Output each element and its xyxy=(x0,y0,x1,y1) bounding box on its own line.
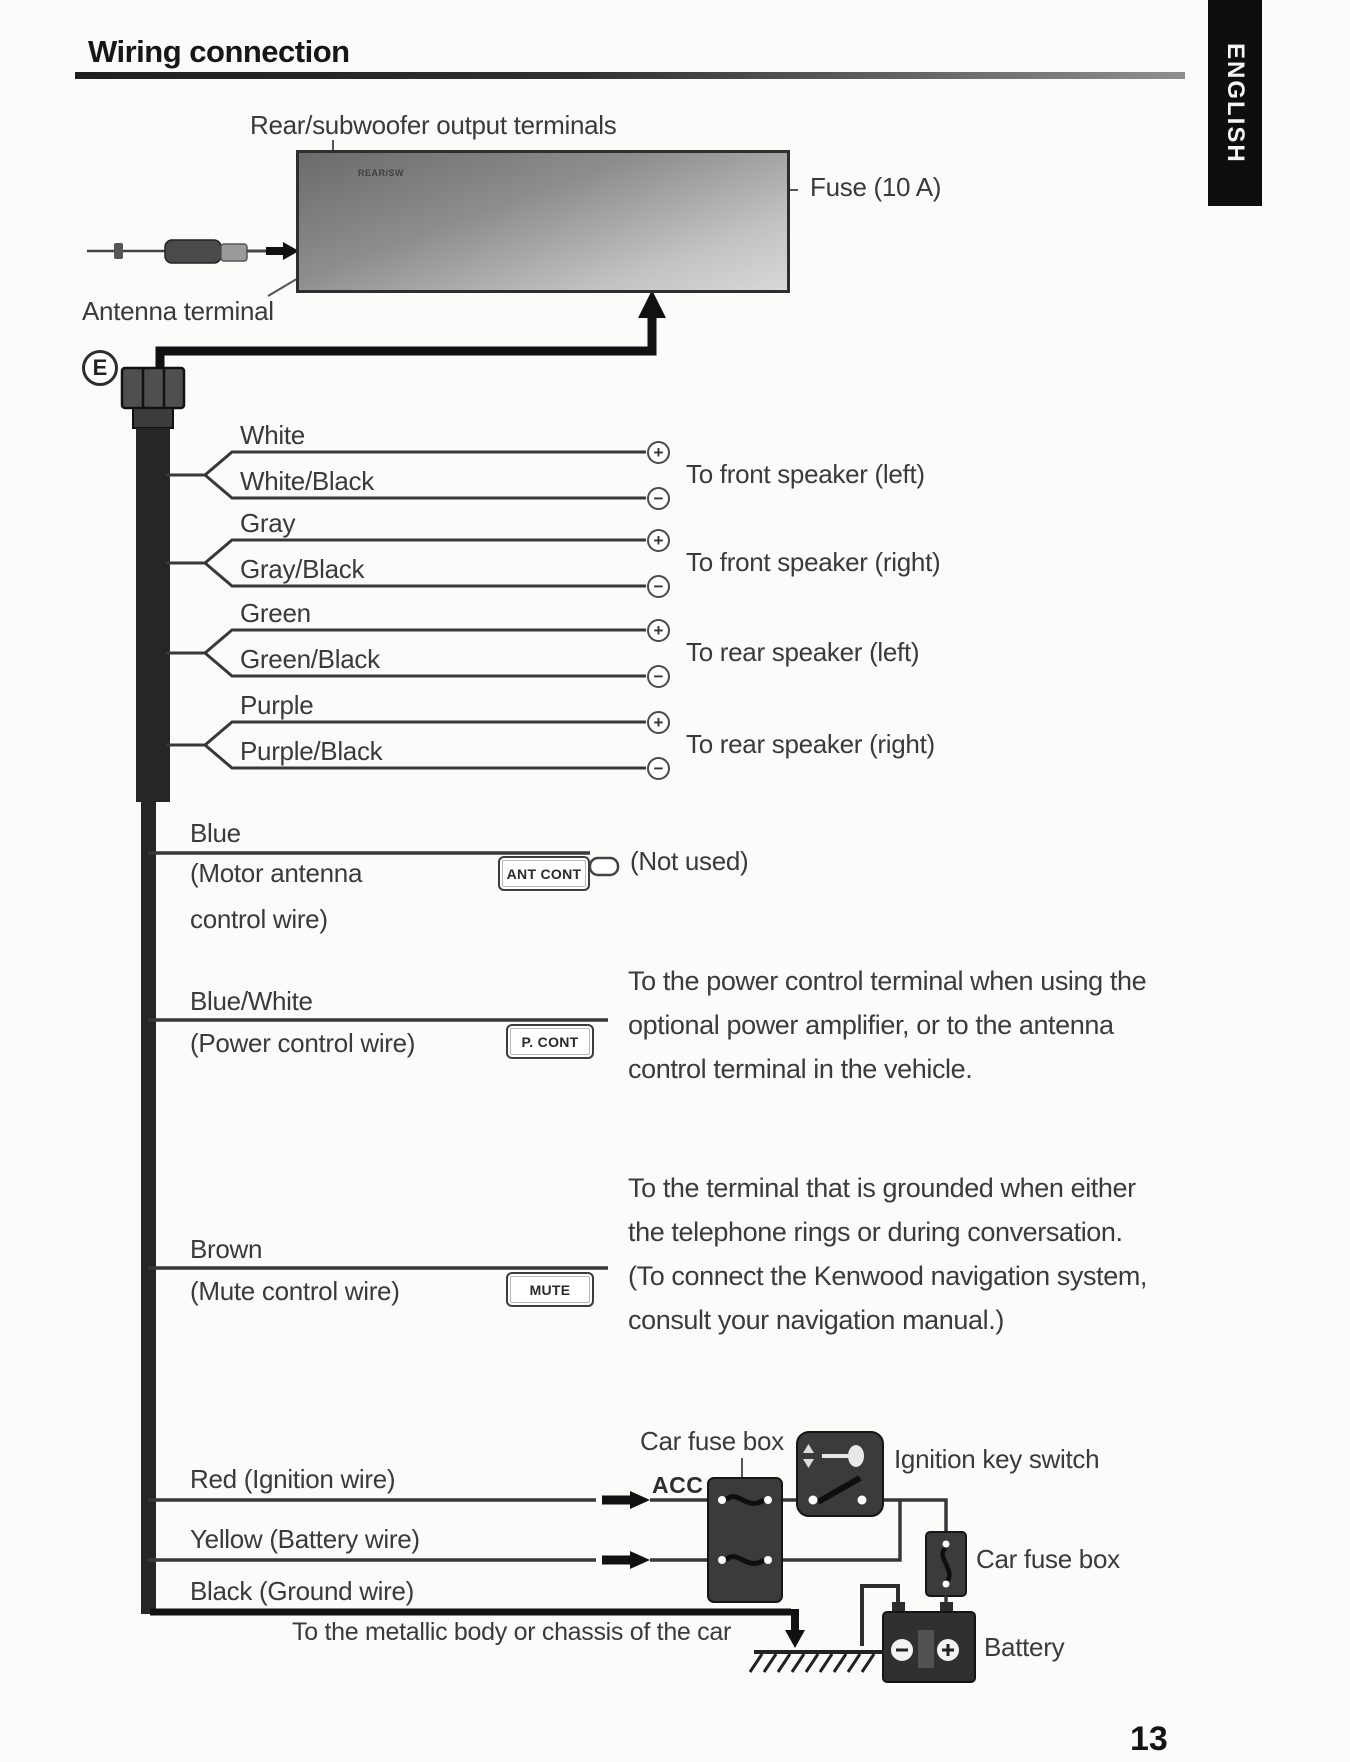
dest-rear-left: To rear speaker (left) xyxy=(686,637,920,667)
speaker-wires xyxy=(166,452,646,768)
ant-cont-tag: ANT CONT xyxy=(498,856,590,891)
wire-label-yellow: Yellow (Battery wire) xyxy=(190,1524,420,1554)
wire-label-brown: Brown xyxy=(190,1234,263,1264)
ignition-key-switch xyxy=(797,1432,883,1516)
p-cont-tag: P. CONT xyxy=(506,1024,594,1059)
plus-icon: + xyxy=(647,711,670,734)
wire-label-black: Black (Ground wire) xyxy=(190,1576,415,1606)
language-tab xyxy=(1208,0,1262,206)
minus-icon: − xyxy=(647,487,670,510)
yellow-wire-arrow-icon xyxy=(630,1551,650,1569)
minus-icon: − xyxy=(647,575,670,598)
blue-desc-line1: (Motor antenna xyxy=(190,858,363,888)
mute-note-line2: the telephone rings or during conversation. xyxy=(628,1217,1123,1247)
mute-tag: MUTE xyxy=(506,1272,594,1307)
ground-note: To the metallic body or chassis of the car xyxy=(292,1618,731,1646)
acc-label: ACC xyxy=(652,1472,704,1498)
trunk-arrow-icon xyxy=(638,290,666,318)
title-rule xyxy=(75,72,1185,79)
power-note-line1: To the power control terminal when using the xyxy=(628,966,1147,996)
power-note-line3: control terminal in the vehicle. xyxy=(628,1054,973,1084)
power-note-line2: optional power amplifier, or to the antenna xyxy=(628,1010,1114,1040)
wire-label-blue-white: Blue/White xyxy=(190,986,313,1016)
antenna-label: Antenna terminal xyxy=(82,296,274,326)
blue-desc-line2: control wire) xyxy=(190,904,328,934)
plus-icon: + xyxy=(647,619,670,642)
wire-label-blue: Blue xyxy=(190,818,241,848)
mute-note-line3: (To connect the Kenwood navigation system, xyxy=(628,1261,1148,1291)
connector-e-letter: E xyxy=(92,355,108,380)
language-tab-label: ENGLISH xyxy=(1222,42,1249,164)
antenna-plug xyxy=(87,240,299,263)
page-title: Wiring connection xyxy=(88,34,350,69)
wire-label-gray-black: Gray/Black xyxy=(240,554,365,584)
car-fuse-box-2 xyxy=(926,1532,966,1608)
wire-label-white-black: White/Black xyxy=(240,466,374,496)
page-number: 13 xyxy=(1130,1720,1168,1758)
fuse-label: Fuse (10 A) xyxy=(810,172,942,202)
wire-label-red: Red (Ignition wire) xyxy=(190,1464,396,1494)
rca-small-label: REAR/SW xyxy=(358,168,404,178)
dest-front-right: To front speaker (right) xyxy=(686,547,941,577)
ant-cont-plug-tip xyxy=(590,858,618,875)
power-wire-desc: (Power control wire) xyxy=(190,1028,416,1058)
mute-note-line4: consult your navigation manual.) xyxy=(628,1305,1004,1335)
wire-label-purple: Purple xyxy=(240,690,314,720)
battery-label: Battery xyxy=(984,1632,1065,1662)
wire-label-purple-black: Purple/Black xyxy=(240,736,383,766)
battery xyxy=(862,1586,975,1682)
mute-wire-desc: (Mute control wire) xyxy=(190,1276,400,1306)
wire-label-white: White xyxy=(240,420,305,450)
connector-e-badge xyxy=(82,350,118,386)
not-used-note: (Not used) xyxy=(630,846,749,876)
wire-label-green: Green xyxy=(240,598,311,628)
ignition-switch-label: Ignition key switch xyxy=(894,1444,1100,1474)
red-wire-arrow-icon xyxy=(630,1491,650,1509)
wire-label-gray: Gray xyxy=(240,508,296,538)
minus-icon: − xyxy=(647,757,670,780)
earth-ground-icon xyxy=(750,1652,884,1672)
mute-note-line1: To the terminal that is grounded when either xyxy=(628,1173,1136,1203)
dest-front-left: To front speaker (left) xyxy=(686,459,925,489)
fuse-box-2-label: Car fuse box xyxy=(976,1544,1120,1574)
dest-rear-right: To rear speaker (right) xyxy=(686,729,935,759)
e-connector xyxy=(122,368,184,428)
rear-output-label: Rear/subwoofer output terminals xyxy=(250,110,617,140)
ground-arrow-icon xyxy=(785,1630,805,1648)
wire-label-green-black: Green/Black xyxy=(240,644,380,674)
plus-icon: + xyxy=(647,529,670,552)
minus-icon: − xyxy=(647,665,670,688)
fuse-box-1-label: Car fuse box xyxy=(640,1426,784,1456)
car-fuse-box-1 xyxy=(708,1458,782,1602)
plus-icon: + xyxy=(647,441,670,464)
